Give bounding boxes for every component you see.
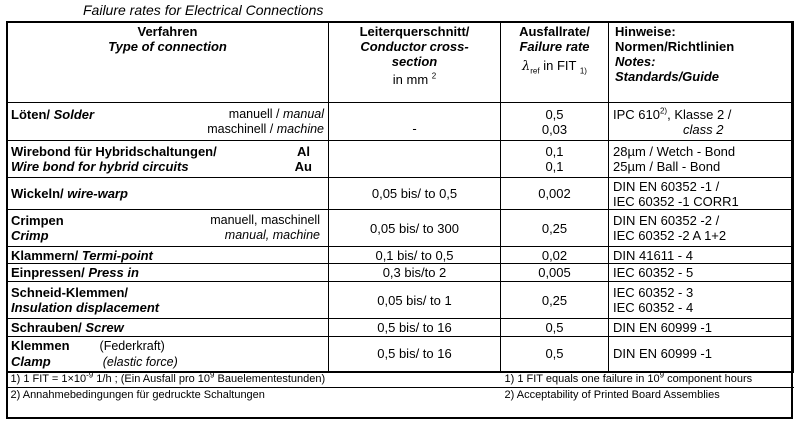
- footnote-2-de: 2) Annahmebedingungen für gedruckte Schaltungen: [7, 388, 501, 404]
- header-notes-en-1: Notes:: [615, 54, 656, 69]
- page-title: Failure rates for Electrical Connections: [83, 2, 324, 18]
- row-wirewrap-note: DIN EN 60352 -1 / IEC 60352 -1 CORR1: [609, 178, 794, 210]
- table-frame: [6, 21, 793, 419]
- row-screw-rate: 0,5: [501, 319, 609, 337]
- header-section-unit: in mm $^2$: [392, 71, 437, 87]
- row-wirewrap-section: 0,05 bis/ to 0,5: [329, 178, 501, 210]
- row-screw-name: Schrauben/ Screw: [7, 319, 329, 337]
- row-clamp-name: Klemmen (Federkraft) Clamp (elastic force): [7, 337, 329, 372]
- row-solder-note: IPC 610$^{2)}$, Klasse 2 / class 2: [609, 103, 794, 141]
- row-wirewrap-rate: 0,002: [501, 178, 609, 210]
- row-termipoint-name: Klammern/ Termi-point: [7, 247, 329, 264]
- row-solder-section: -: [329, 103, 501, 141]
- row-clamp-note: DIN EN 60999 -1: [609, 337, 794, 372]
- header-notes-en-2: Standards/Guide: [615, 69, 720, 84]
- row-pressin-name: Einpressen/ Press in: [7, 264, 329, 282]
- row-idc-section: 0,05 bis/ to 1: [329, 282, 501, 319]
- row-crimp-name: Crimpen manuell, maschinell Crimp manual, machine: [7, 210, 329, 247]
- header-rate-en: Failure rate: [519, 39, 590, 54]
- row-pressin-note: IEC 60352 - 5: [609, 264, 794, 282]
- row-wirewrap-name: Wickeln/ wire-warp: [7, 178, 329, 210]
- row-termipoint-section: 0,1 bis/ to 0,5: [329, 247, 501, 264]
- row-idc-name: Schneid-Klemmen/ Insulation displacement: [7, 282, 329, 319]
- row-termipoint-note: DIN 41611 - 4: [609, 247, 794, 264]
- footnote-1-en: 1) 1 FIT equals one failure in $10^9$ component hours: [501, 372, 794, 388]
- footnote-2-en: 2) Acceptability of Printed Board Assemblies: [501, 388, 794, 404]
- row-crimp-section: 0,05 bis/ to 300: [329, 210, 501, 247]
- row-solder-name: Löten/ Solder manuell / manual maschinell / machine: [7, 103, 329, 141]
- header-section-en-1: Conductor cross-: [360, 39, 469, 54]
- row-termipoint-rate: 0,02: [501, 247, 609, 264]
- row-idc-note: IEC 60352 - 3 IEC 60352 - 4: [609, 282, 794, 319]
- row-pressin-section: 0,3 bis/to 2: [329, 264, 501, 282]
- footnote-1-de: 1) 1 FIT = $1\times 10^{-9}$ 1/h ; (Ein Ausfall pro $10^9$ Bauelementestunden): [7, 372, 501, 388]
- row-crimp-note: DIN EN 60352 -2 / IEC 60352 -2 A 1+2: [609, 210, 794, 247]
- row-idc-rate: 0,25: [501, 282, 609, 319]
- header-section-de: Leiterquerschnitt/: [359, 24, 470, 39]
- header-notes-de-1: Hinweise:: [615, 24, 676, 39]
- row-wirebond-rate: 0,1 0,1: [501, 141, 609, 178]
- row-clamp-rate: 0,5: [501, 337, 609, 372]
- row-clamp-section: 0,5 bis/ to 16: [329, 337, 501, 372]
- header-type-de: Verfahren: [137, 24, 198, 39]
- header-rate-de: Ausfallrate/: [519, 24, 590, 39]
- row-screw-note: DIN EN 60999 -1: [609, 319, 794, 337]
- row-wirebond-name: Wirebond für Hybridschaltungen/ Al Wire bond for hybrid circuits Au: [7, 141, 329, 178]
- header-section-en-2: section: [391, 54, 438, 69]
- header-type-en: Type of connection: [108, 39, 227, 54]
- row-solder-rate: 0,5 0,03: [501, 103, 609, 141]
- row-wirebond-note: 28µm / Wetch - Bond 25µm / Ball - Bond: [609, 141, 794, 178]
- header-notes-de-2: Normen/Richtlinien: [615, 39, 735, 54]
- header-rate-unit: $\lambda_{ref}$ in FIT $_{1)}$: [522, 58, 587, 76]
- row-pressin-rate: 0,005: [501, 264, 609, 282]
- row-screw-section: 0,5 bis/ to 16: [329, 319, 501, 337]
- row-crimp-rate: 0,25: [501, 210, 609, 247]
